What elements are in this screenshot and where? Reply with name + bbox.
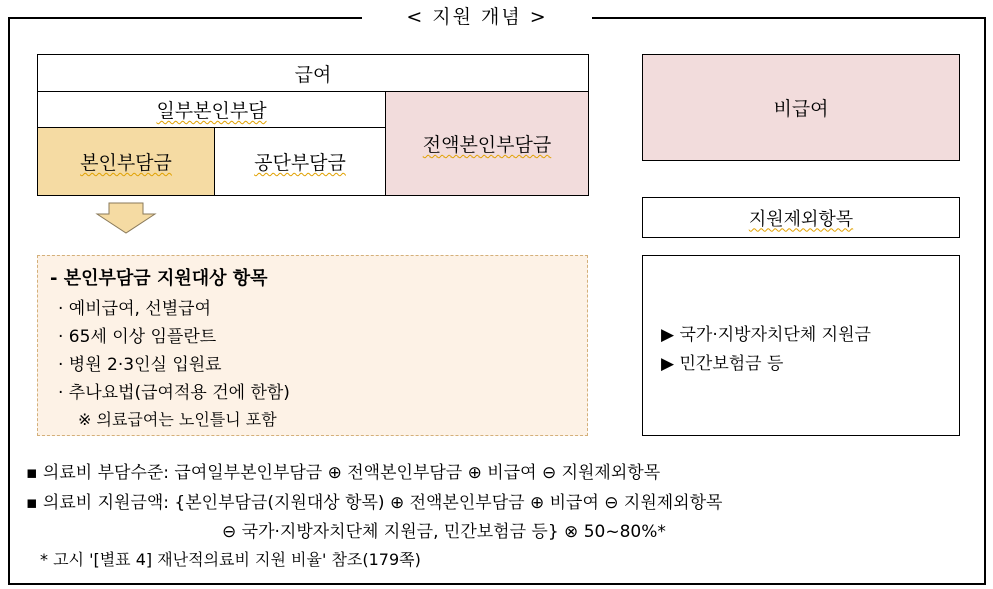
support-amount-formula: ▪ 의료비 지원금액: {본인부담금(지원대상 항목) ⊕ 전액본인부담금 ⊕ 비급여 ⊖ 지원제외항목 xyxy=(26,493,723,513)
list-item: · 예비급여, 선별급여 xyxy=(58,299,211,319)
support-target-list xyxy=(37,255,588,436)
excluded-label: 지원제외항목 xyxy=(748,208,854,230)
support-target-note: ※ 의료급여는 노인틀니 포함 xyxy=(78,410,277,429)
patient-copay-label: 본인부담금 xyxy=(80,152,172,174)
footnote: * 고시 '[별표 4] 재난적의료비 지원 비율' 참조(179쪽) xyxy=(40,550,421,569)
covered-header xyxy=(37,54,589,92)
covered-label: 급여 xyxy=(294,63,332,86)
excluded-box xyxy=(642,197,960,238)
full-copay-cell xyxy=(385,91,589,196)
partial-copay-label: 일부본인부담 xyxy=(156,100,267,122)
list-item: · 추나요법(급여적용 건에 한함) xyxy=(58,383,290,403)
insurer-share-cell xyxy=(214,127,386,196)
insurer-share-label: 공단부담금 xyxy=(254,152,346,174)
exclusion-list xyxy=(642,255,960,436)
down-arrow-icon xyxy=(95,202,157,234)
list-item: · 병원 2·3인실 입원료 xyxy=(58,355,222,375)
support-target-heading: - 본인부담금 지원대상 항목 xyxy=(50,268,268,289)
partial-copay-header xyxy=(37,91,386,128)
non-covered-box xyxy=(642,54,960,161)
non-covered-label: 비급여 xyxy=(773,98,829,120)
patient-copay-cell xyxy=(37,127,215,196)
support-amount-formula-cont: ⊖ 국가·지방자치단체 지원금, 민간보험금 등} ⊗ 50~80%* xyxy=(222,522,666,542)
burden-level-formula: ▪ 의료비 부담수준: 급여일부본인부담금 ⊕ 전액본인부담금 ⊕ 비급여 ⊖ 지원제외항목 xyxy=(26,463,661,483)
full-copay-label: 전액본인부담금 xyxy=(422,134,552,156)
frame-title: < 지원 개념 > xyxy=(362,4,592,30)
list-item: ▶ 민간보험금 등 xyxy=(661,354,784,374)
list-item: · 65세 이상 임플란트 xyxy=(58,327,217,347)
list-item: ▶ 국가·지방자치단체 지원금 xyxy=(661,325,871,345)
